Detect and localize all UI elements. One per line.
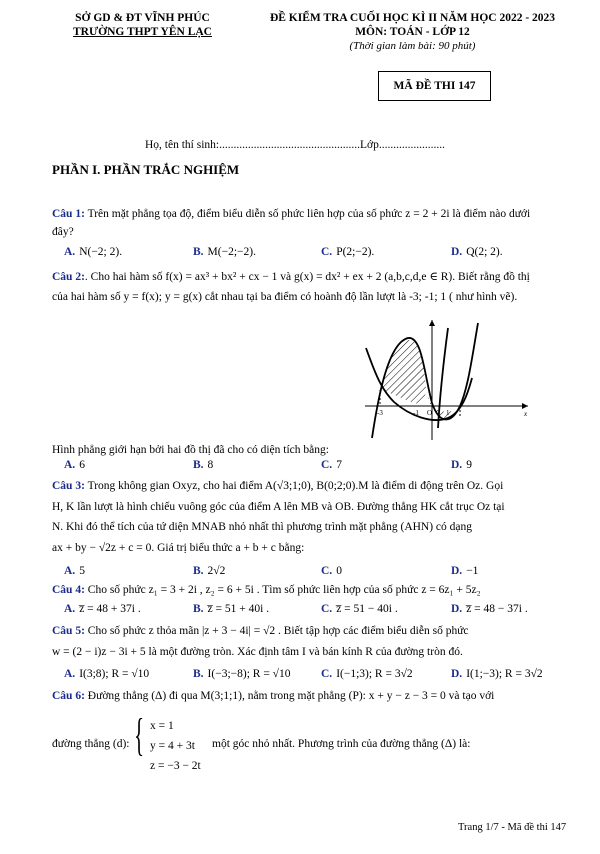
option-text: P(2;−2). xyxy=(336,246,375,258)
option-key: B. xyxy=(193,668,204,680)
option-text: z̅ = 51 + 40i . xyxy=(207,603,270,615)
q2-option-b[interactable] xyxy=(193,459,213,471)
option-text: 2√2 xyxy=(207,565,226,577)
page-footer: Trang 1/7 - Mã đề thi 147 xyxy=(458,822,567,833)
q3-option-d[interactable] xyxy=(451,565,478,577)
q2-option-c[interactable] xyxy=(321,459,342,471)
option-key: A. xyxy=(64,603,76,615)
option-text: Q(2; 2). xyxy=(466,246,503,258)
option-text: 5 xyxy=(79,565,85,577)
option-text: 8 xyxy=(207,459,214,471)
line-system-brace: { xyxy=(134,709,145,760)
question-1-line-1 xyxy=(52,208,530,220)
option-key: C. xyxy=(321,668,333,680)
q2-option-d[interactable] xyxy=(451,459,472,471)
tick-minus-1: -1 xyxy=(413,409,419,417)
question-2-line-1 xyxy=(52,269,530,283)
option-key: D. xyxy=(451,459,463,471)
y-axis-arrow xyxy=(429,320,435,326)
q5-option-d[interactable] xyxy=(451,668,543,680)
question-3-label: Câu 3: xyxy=(52,480,85,492)
question-6-line-3: một góc nhỏ nhất. Phương trình của đường thẳng (Δ) là: xyxy=(212,738,471,750)
question-5-label: Câu 5: xyxy=(52,625,85,637)
q4-option-c[interactable] xyxy=(321,603,398,615)
question-4-label: Câu 4: xyxy=(52,584,85,596)
question-6-line-2: đường thẳng (d): xyxy=(52,738,130,750)
question-6-line-1 xyxy=(52,690,494,702)
option-key: C. xyxy=(321,246,333,258)
option-text: N(−2; 2). xyxy=(79,246,123,258)
q1-option-d[interactable] xyxy=(451,246,503,258)
question-5-line-1 xyxy=(52,625,469,637)
question-4-text: Cho số phức z₁ = 3 + 2i , z₂ = 6 + 5i . Tìm số phức liên hợp của số phức z = 6z₁ + 5z₂ xyxy=(87,584,481,596)
exam-duration: (Thời gian làm bài: 90 phút) xyxy=(349,40,476,52)
option-text: 7 xyxy=(336,459,342,471)
q5-option-a[interactable] xyxy=(64,668,149,680)
q5-option-b[interactable] xyxy=(193,668,291,680)
option-key: B. xyxy=(193,459,204,471)
question-2-text: . Cho hai hàm số f(x) = ax³ + bx² + cx − 1 và g(x) = dx² + ex + 2 (a,b,c,d,e ∈ R). Biết rằng đồ thị xyxy=(84,271,530,283)
option-key: C. xyxy=(321,459,333,471)
question-6-label: Câu 6: xyxy=(52,690,85,702)
q1-option-a[interactable] xyxy=(64,246,122,258)
option-text: I(1;−3); R = 3√2 xyxy=(466,668,543,680)
option-key: A. xyxy=(64,246,76,258)
q1-option-c[interactable] xyxy=(321,246,374,258)
option-text: −1 xyxy=(466,565,479,577)
option-text: 9 xyxy=(466,459,472,471)
question-3-line-4: ax + by − √2z + c = 0. Giá trị biểu thức a + b + c bằng: xyxy=(52,542,305,554)
question-1-line-2: đây? xyxy=(52,226,74,238)
option-key: D. xyxy=(451,603,463,615)
line-system-x: x = 1 xyxy=(150,720,174,732)
option-text: I(3;8); R = √10 xyxy=(79,668,150,680)
tick-1: 1 xyxy=(446,409,450,417)
exam-code-box xyxy=(378,71,491,101)
exam-code: MÃ ĐỀ THI 147 xyxy=(393,80,476,92)
option-text: 6 xyxy=(79,459,85,471)
q5-option-c[interactable] xyxy=(321,668,413,680)
q3-option-c[interactable] xyxy=(321,565,342,577)
question-3-line-2: H, K lần lượt là hình chiếu vuông góc của điểm A lên MB và OB. Đường thẳng HK cắt trục Oz tại xyxy=(52,501,505,513)
question-1-text: Trên mặt phẳng tọa độ, điểm biểu diễn số phức liên hợp của số phức z = 2 + 2i là điểm nào dưới xyxy=(87,208,531,220)
q4-option-b[interactable] xyxy=(193,603,269,615)
question-3-text: Trong không gian Oxyz, cho hai điểm A(√3;1;0), B(0;2;0).M là điểm di động trên Oz. Gọi xyxy=(87,480,504,492)
option-key: B. xyxy=(193,603,204,615)
option-key: D. xyxy=(451,565,463,577)
question-3-line-1 xyxy=(52,480,503,492)
option-key: A. xyxy=(64,668,76,680)
question-5-text: Cho số phức z thỏa mãn |z + 3 − 4i| = √2 . Biết tập hợp các điểm biểu diễn số phức xyxy=(87,625,469,637)
x-axis-label: x xyxy=(524,410,528,418)
option-text: z̅ = 48 + 37i . xyxy=(79,603,141,615)
question-5-line-2: w = (2 − i)z − 3i + 5 là một đường tròn. Xác định tâm I và bán kính R của đường tròn đó. xyxy=(52,646,463,658)
question-6-text: Đường thẳng (Δ) đi qua M(3;1;1), nằm trong mặt phẳng (P): x + y − z − 3 = 0 và tạo với xyxy=(87,690,495,702)
student-info-line: Họ, tên thí sinh:.................................................Lớp....................... xyxy=(145,139,445,151)
question-4-line-1 xyxy=(52,584,481,596)
option-text: I(−1;3); R = 3√2 xyxy=(336,668,413,680)
line-system xyxy=(150,716,201,776)
exam-subject: MÔN: TOÁN - LỚP 12 xyxy=(355,26,470,38)
option-text: z̅ = 48 − 37i . xyxy=(466,603,528,615)
option-key: C. xyxy=(321,603,333,615)
q3-option-a[interactable] xyxy=(64,565,85,577)
q3-option-b[interactable] xyxy=(193,565,225,577)
department-name: SỞ GD & ĐT VĨNH PHÚC xyxy=(75,12,210,24)
question-2-label: Câu 2: xyxy=(52,271,85,283)
option-text: M(−2;−2). xyxy=(207,246,256,258)
question-3-line-3: N. Khi đó thể tích của tứ diện MNAB nhỏ nhất thì phương trình mặt phẳng (AHN) có dạng xyxy=(52,521,473,533)
section-title: PHẦN I. PHẦN TRẮC NGHIỆM xyxy=(52,162,240,177)
q1-option-b[interactable] xyxy=(193,246,256,258)
option-key: A. xyxy=(64,565,76,577)
option-key: A. xyxy=(64,459,76,471)
question-1-label: Câu 1: xyxy=(52,208,85,220)
x-axis-arrow xyxy=(522,403,528,409)
option-key: D. xyxy=(451,246,463,258)
q2-option-a[interactable] xyxy=(64,459,85,471)
question-2-line-3: Hình phẳng giới hạn bởi hai đồ thị đã cho có diện tích bằng: xyxy=(52,444,329,456)
tick-minus-3: -3 xyxy=(377,409,383,417)
option-text: 0 xyxy=(336,565,342,577)
option-key: B. xyxy=(193,246,204,258)
q4-option-a[interactable] xyxy=(64,603,141,615)
q4-option-d[interactable] xyxy=(451,603,528,615)
question-2-line-2: của hai hàm số y = f(x); y = g(x) cắt nhau tại ba điểm có hoành độ lần lượt là -3; -1; 1 ( như hình vẽ). xyxy=(52,291,518,303)
line-system-y: y = 4 + 3t xyxy=(150,740,195,752)
option-text: z̅ = 51 − 40i . xyxy=(336,603,398,615)
school-name: TRƯỜNG THPT YÊN LẠC xyxy=(73,26,212,38)
option-text: I(−3;−8); R = √10 xyxy=(207,668,291,680)
function-graph xyxy=(360,318,535,443)
option-key: D. xyxy=(451,668,463,680)
origin-label: O xyxy=(427,409,433,417)
option-key: B. xyxy=(193,565,204,577)
option-key: C. xyxy=(321,565,333,577)
line-system-z: z = −3 − 2t xyxy=(150,760,201,772)
exam-title: ĐỀ KIỂM TRA CUỐI HỌC KÌ II NĂM HỌC 2022 - 2023 xyxy=(269,12,556,24)
